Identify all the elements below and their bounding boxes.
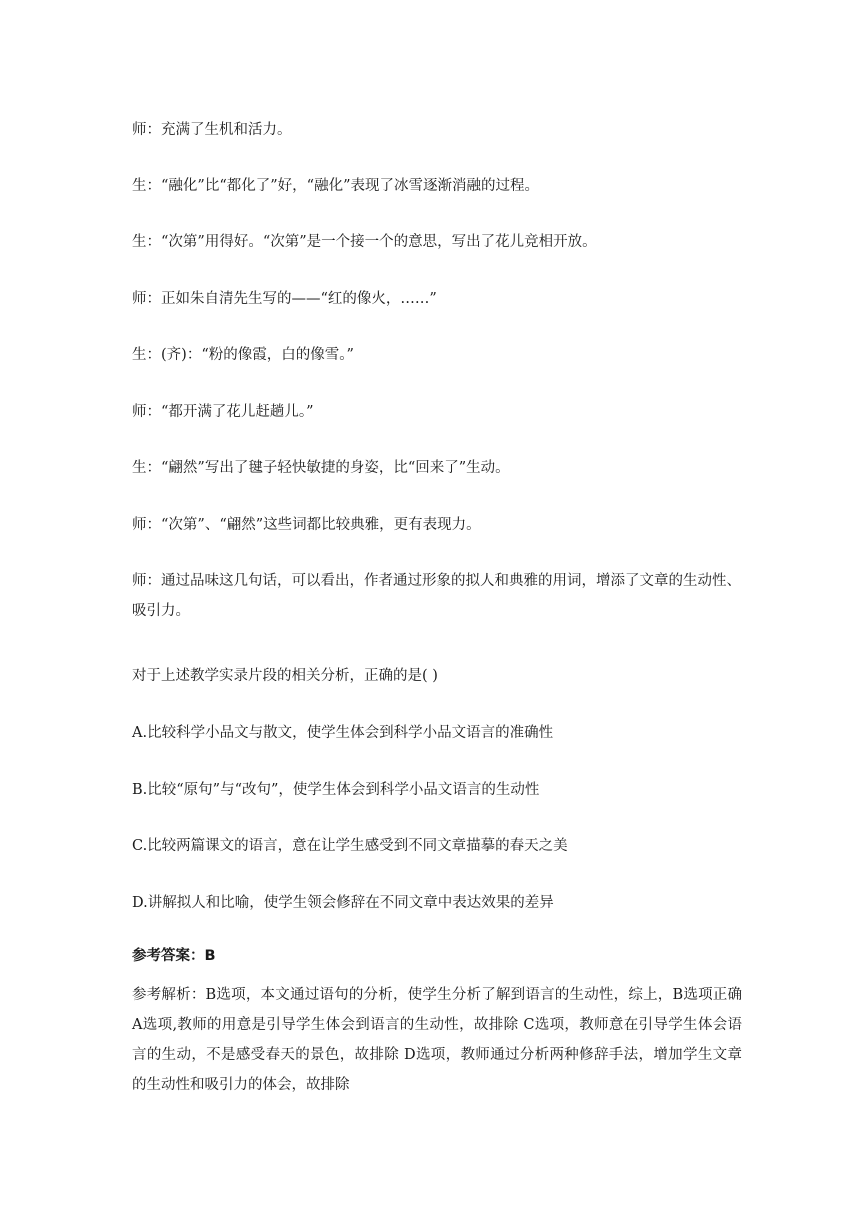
option-b: B.比较“原句”与“改句”，使学生体会到科学小品文语言的生动性 bbox=[132, 782, 540, 798]
question-stem: 对于上述教学实录片段的相关分析，正确的是( ) bbox=[132, 668, 438, 684]
option-d: D.讲解拟人和比喻，使学生领会修辞在不同文章中表达效果的差异 bbox=[132, 895, 554, 911]
dialogue-line-2: 生：“融化”比“都化了”好，“融化”表现了冰雪逐渐消融的过程。 bbox=[132, 178, 539, 194]
answer-explanation: 参考解析：B选项，本文通过语句的分析，使学生分析了解到语言的生动性，综上，B选项正确 A选项,教师的用意是引导学生体会到语言的生动性，故排除 C选项，教师意在引导学生体会语言的生动，不是感受春天的景色，故排除 D选项，教师通过分析两种修辞手法，增加学生文章的生动性和吸引力的体会，故排除 bbox=[132, 987, 742, 1093]
dialogue-line-6: 师：“都开满了花儿赶趟儿。” bbox=[132, 404, 314, 420]
dialogue-line-4: 师：正如朱自清先生写的——“红的像火，……” bbox=[132, 291, 437, 307]
dialogue-line-5: 生：(齐)：“粉的像霞，白的像雪。” bbox=[132, 347, 354, 363]
dialogue-line-3: 生：“次第”用得好。“次第”是一个接一个的意思，写出了花儿竞相开放。 bbox=[132, 234, 597, 250]
dialogue-line-7: 生：“翩然”写出了毽子轻快敏捷的身姿，比“回来了”生动。 bbox=[132, 460, 510, 476]
dialogue-line-8: 师：“次第”、“翩然”这些词都比较典雅，更有表现力。 bbox=[132, 517, 481, 533]
option-a: A.比较科学小品文与散文，使学生体会到科学小品文语言的准确性 bbox=[132, 725, 554, 741]
option-c: C.比较两篇课文的语言，意在让学生感受到不同文章描摹的春天之美 bbox=[132, 838, 568, 854]
answer-label: 参考答案：B bbox=[132, 948, 216, 964]
dialogue-line-9: 师：通过品味这几句话，可以看出，作者通过形象的拟人和典雅的用词，增添了文章的生动性、吸引力。 bbox=[132, 573, 741, 619]
dialogue-line-1: 师：充满了生机和活力。 bbox=[132, 122, 292, 138]
